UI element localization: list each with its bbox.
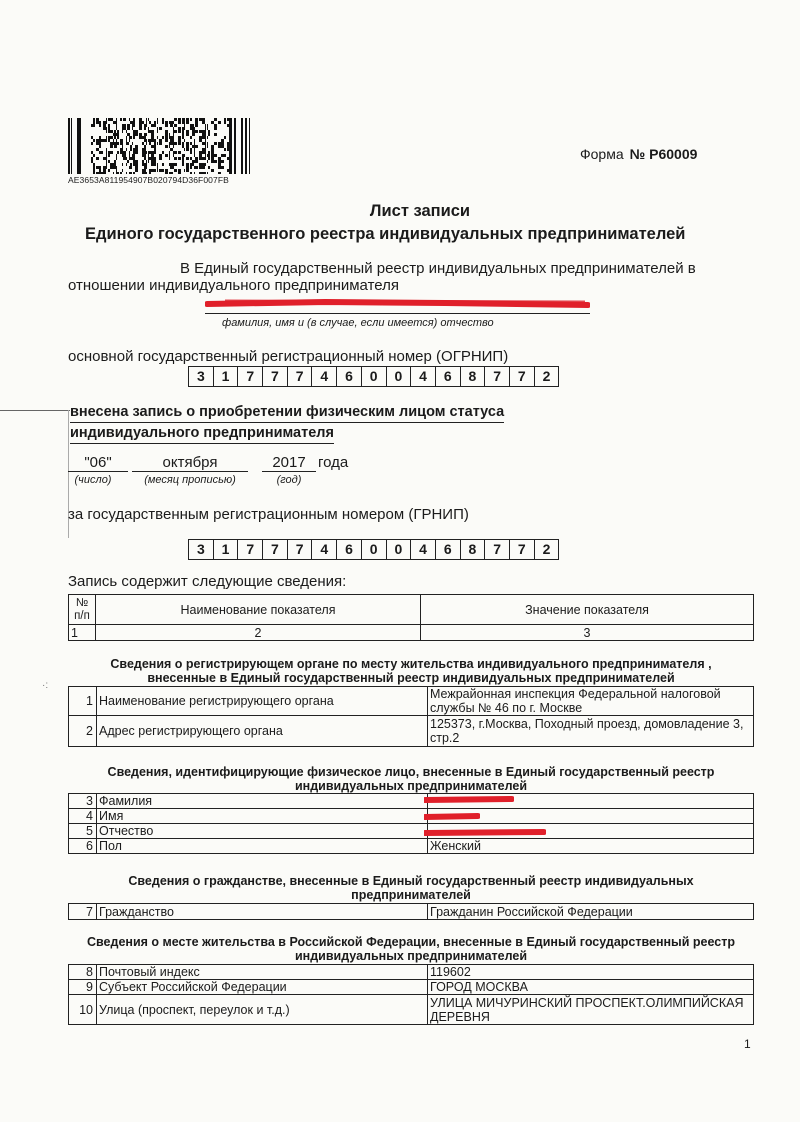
row-name: Пол [97,839,428,854]
digit-cell: 4 [411,366,436,387]
form-number [580,146,697,162]
row-name: Фамилия [97,794,428,809]
grnip-number-boxes [188,539,559,560]
col-num-index: 1 [69,625,96,641]
table-row [69,794,754,809]
digit-cell: 4 [312,539,337,560]
digit-cell: 8 [461,366,486,387]
row-value: Женский [428,839,754,854]
row-name: Гражданство [97,904,428,920]
date-month: октября [132,454,248,472]
row-num: 6 [69,839,97,854]
section-person-title [66,765,756,793]
digit-cell: 8 [461,539,486,560]
form-number-value: № Р60009 [629,146,698,162]
row-name: Имя [97,809,428,824]
table-row [69,687,754,716]
digit-cell: 0 [362,366,387,387]
row-num: 5 [69,824,97,839]
row-num: 2 [69,716,97,747]
intro-line-1: В Единый государственный реестр индивидуальных предпринимателей в [180,260,696,277]
residence-table [68,964,754,1025]
digit-cell: 6 [436,539,461,560]
col-num-header: № п/п [69,595,96,625]
section-residence-title-1: Сведения о месте жительства в Российской Федерации, внесенные в Единый государственный реестр [87,935,735,949]
digit-cell: 6 [337,366,362,387]
ogrnip-number-boxes [188,366,559,387]
patronymic-redaction-mark [424,828,546,837]
firstname-redaction-mark [424,812,480,821]
digit-cell: 3 [188,366,214,387]
section-citizenship-title-2: предпринимателей [351,888,471,902]
row-num: 8 [69,965,97,980]
barcode-image [68,118,250,174]
section-reg-organ-title [66,657,756,685]
row-value: ГОРОД МОСКВА [428,980,754,995]
section-residence-title-2: индивидуальных предпринимателей [294,949,528,963]
section-citizenship-title-1: Сведения о гражданстве, внесенные в Единый государственный реестр индивидуальных [128,874,694,888]
digit-cell: 4 [312,366,337,387]
citizenship-table [68,903,754,920]
date-month-hint: (месяц прописью) [144,474,236,486]
margin-mark [0,410,70,411]
digit-cell: 7 [510,539,535,560]
row-name: Субъект Российской Федерации [97,980,428,995]
row-name: Почтовый индекс [97,965,428,980]
surname-redaction-mark [424,795,514,804]
date-day: "06" [68,454,128,472]
row-num: 10 [69,995,97,1025]
barcode-code: AE3653A811954907B020794D36F007FB [68,175,229,185]
reg-organ-table [68,686,754,747]
date-day-hint: (число) [74,474,112,486]
section-person-title-1: Сведения, идентифицирующие физическое лицо, внесенные в Единый государственный реестр [107,765,715,779]
digit-cell: 0 [362,539,387,560]
row-name: Наименование регистрирующего органа [97,687,428,716]
intro-line-2: отношении индивидуального предпринимателя [68,277,399,294]
digit-cell: 1 [214,366,239,387]
digit-cell: 4 [411,539,436,560]
section-person-title-2: индивидуальных предпринимателей [294,779,528,793]
digit-cell: 7 [485,539,510,560]
row-num: 9 [69,980,97,995]
section-reg-organ-title-2: внесенные в Единый государственный реестр индивидуальных предпринимателей [147,671,675,685]
date-year: 2017 [262,454,316,472]
name-hint: фамилия, имя и (в случае, если имеется) отчество [222,317,494,329]
digit-cell: 3 [188,539,214,560]
row-value: УЛИЦА МИЧУРИНСКИЙ ПРОСПЕКТ.ОЛИМПИЙСКАЯ ДЕРЕВНЯ [428,995,754,1025]
digit-cell: 7 [485,366,510,387]
digit-cell: 7 [238,366,263,387]
row-value: 125373, г.Москва, Походный проезд, домовладение 3, стр.2 [428,716,754,747]
table-row [69,980,754,995]
row-name: Отчество [97,824,428,839]
row-num: 4 [69,809,97,824]
row-name: Адрес регистрирующего органа [97,716,428,747]
person-table [68,793,754,854]
entry-statement [70,402,504,444]
digit-cell: 0 [387,539,412,560]
entry-line-1: внесена запись о приобретении физическим лицом статуса [70,402,504,423]
row-num: 1 [69,687,97,716]
digit-cell: 2 [535,366,560,387]
name-underline [205,313,590,314]
digit-cell: 7 [510,366,535,387]
table-row [69,824,754,839]
form-label-text: Форма [580,146,624,162]
date-year-suffix: года [318,454,349,471]
contains-label: Запись содержит следующие сведения: [68,573,347,590]
digit-cell: 7 [288,366,313,387]
digit-cell: 7 [288,539,313,560]
entry-line-2: индивидуального предпринимателя [70,423,334,444]
digit-cell: 6 [436,366,461,387]
section-reg-organ-title-1: Сведения о регистрирующем органе по месту жительства индивидуального предпринимателя , [110,657,712,671]
digit-cell: 7 [238,539,263,560]
scan-speck: ·: [42,680,49,691]
row-name: Улица (проспект, переулок и т.д.) [97,995,428,1025]
ogrnip-label: основной государственный регистрационный номер (ОГРНИП) [68,348,509,365]
section-residence-title [66,935,756,963]
col-name-index: 2 [96,625,421,641]
table-row [69,809,754,824]
page-subtitle: Единого государственного реестра индивидуальных предпринимателей [85,225,686,243]
col-name-header: Наименование показателя [96,595,421,625]
grnip-label: за государственным регистрационным номером (ГРНИП) [68,506,469,523]
digit-cell: 7 [263,539,288,560]
digit-cell: 6 [337,539,362,560]
page-number: 1 [744,1037,751,1051]
row-num: 7 [69,904,97,920]
table-row [69,839,754,854]
table-row [69,904,754,920]
row-num: 3 [69,794,97,809]
digit-cell: 2 [535,539,560,560]
name-redaction-mark [205,296,590,310]
table-row [69,965,754,980]
row-value: Гражданин Российской Федерации [428,904,754,920]
table-row [69,995,754,1025]
row-value: Межрайонная инспекция Федеральной налоговой службы № 46 по г. Москве [428,687,754,716]
info-table-header [68,594,754,641]
section-citizenship-title [66,874,756,902]
digit-cell: 1 [214,539,239,560]
digit-cell: 7 [263,366,288,387]
date-year-hint: (год) [276,474,302,486]
table-row [69,716,754,747]
col-value-header: Значение показателя [421,595,754,625]
digit-cell: 0 [387,366,412,387]
row-value: 119602 [428,965,754,980]
col-value-index: 3 [421,625,754,641]
page-title: Лист записи [369,202,471,220]
